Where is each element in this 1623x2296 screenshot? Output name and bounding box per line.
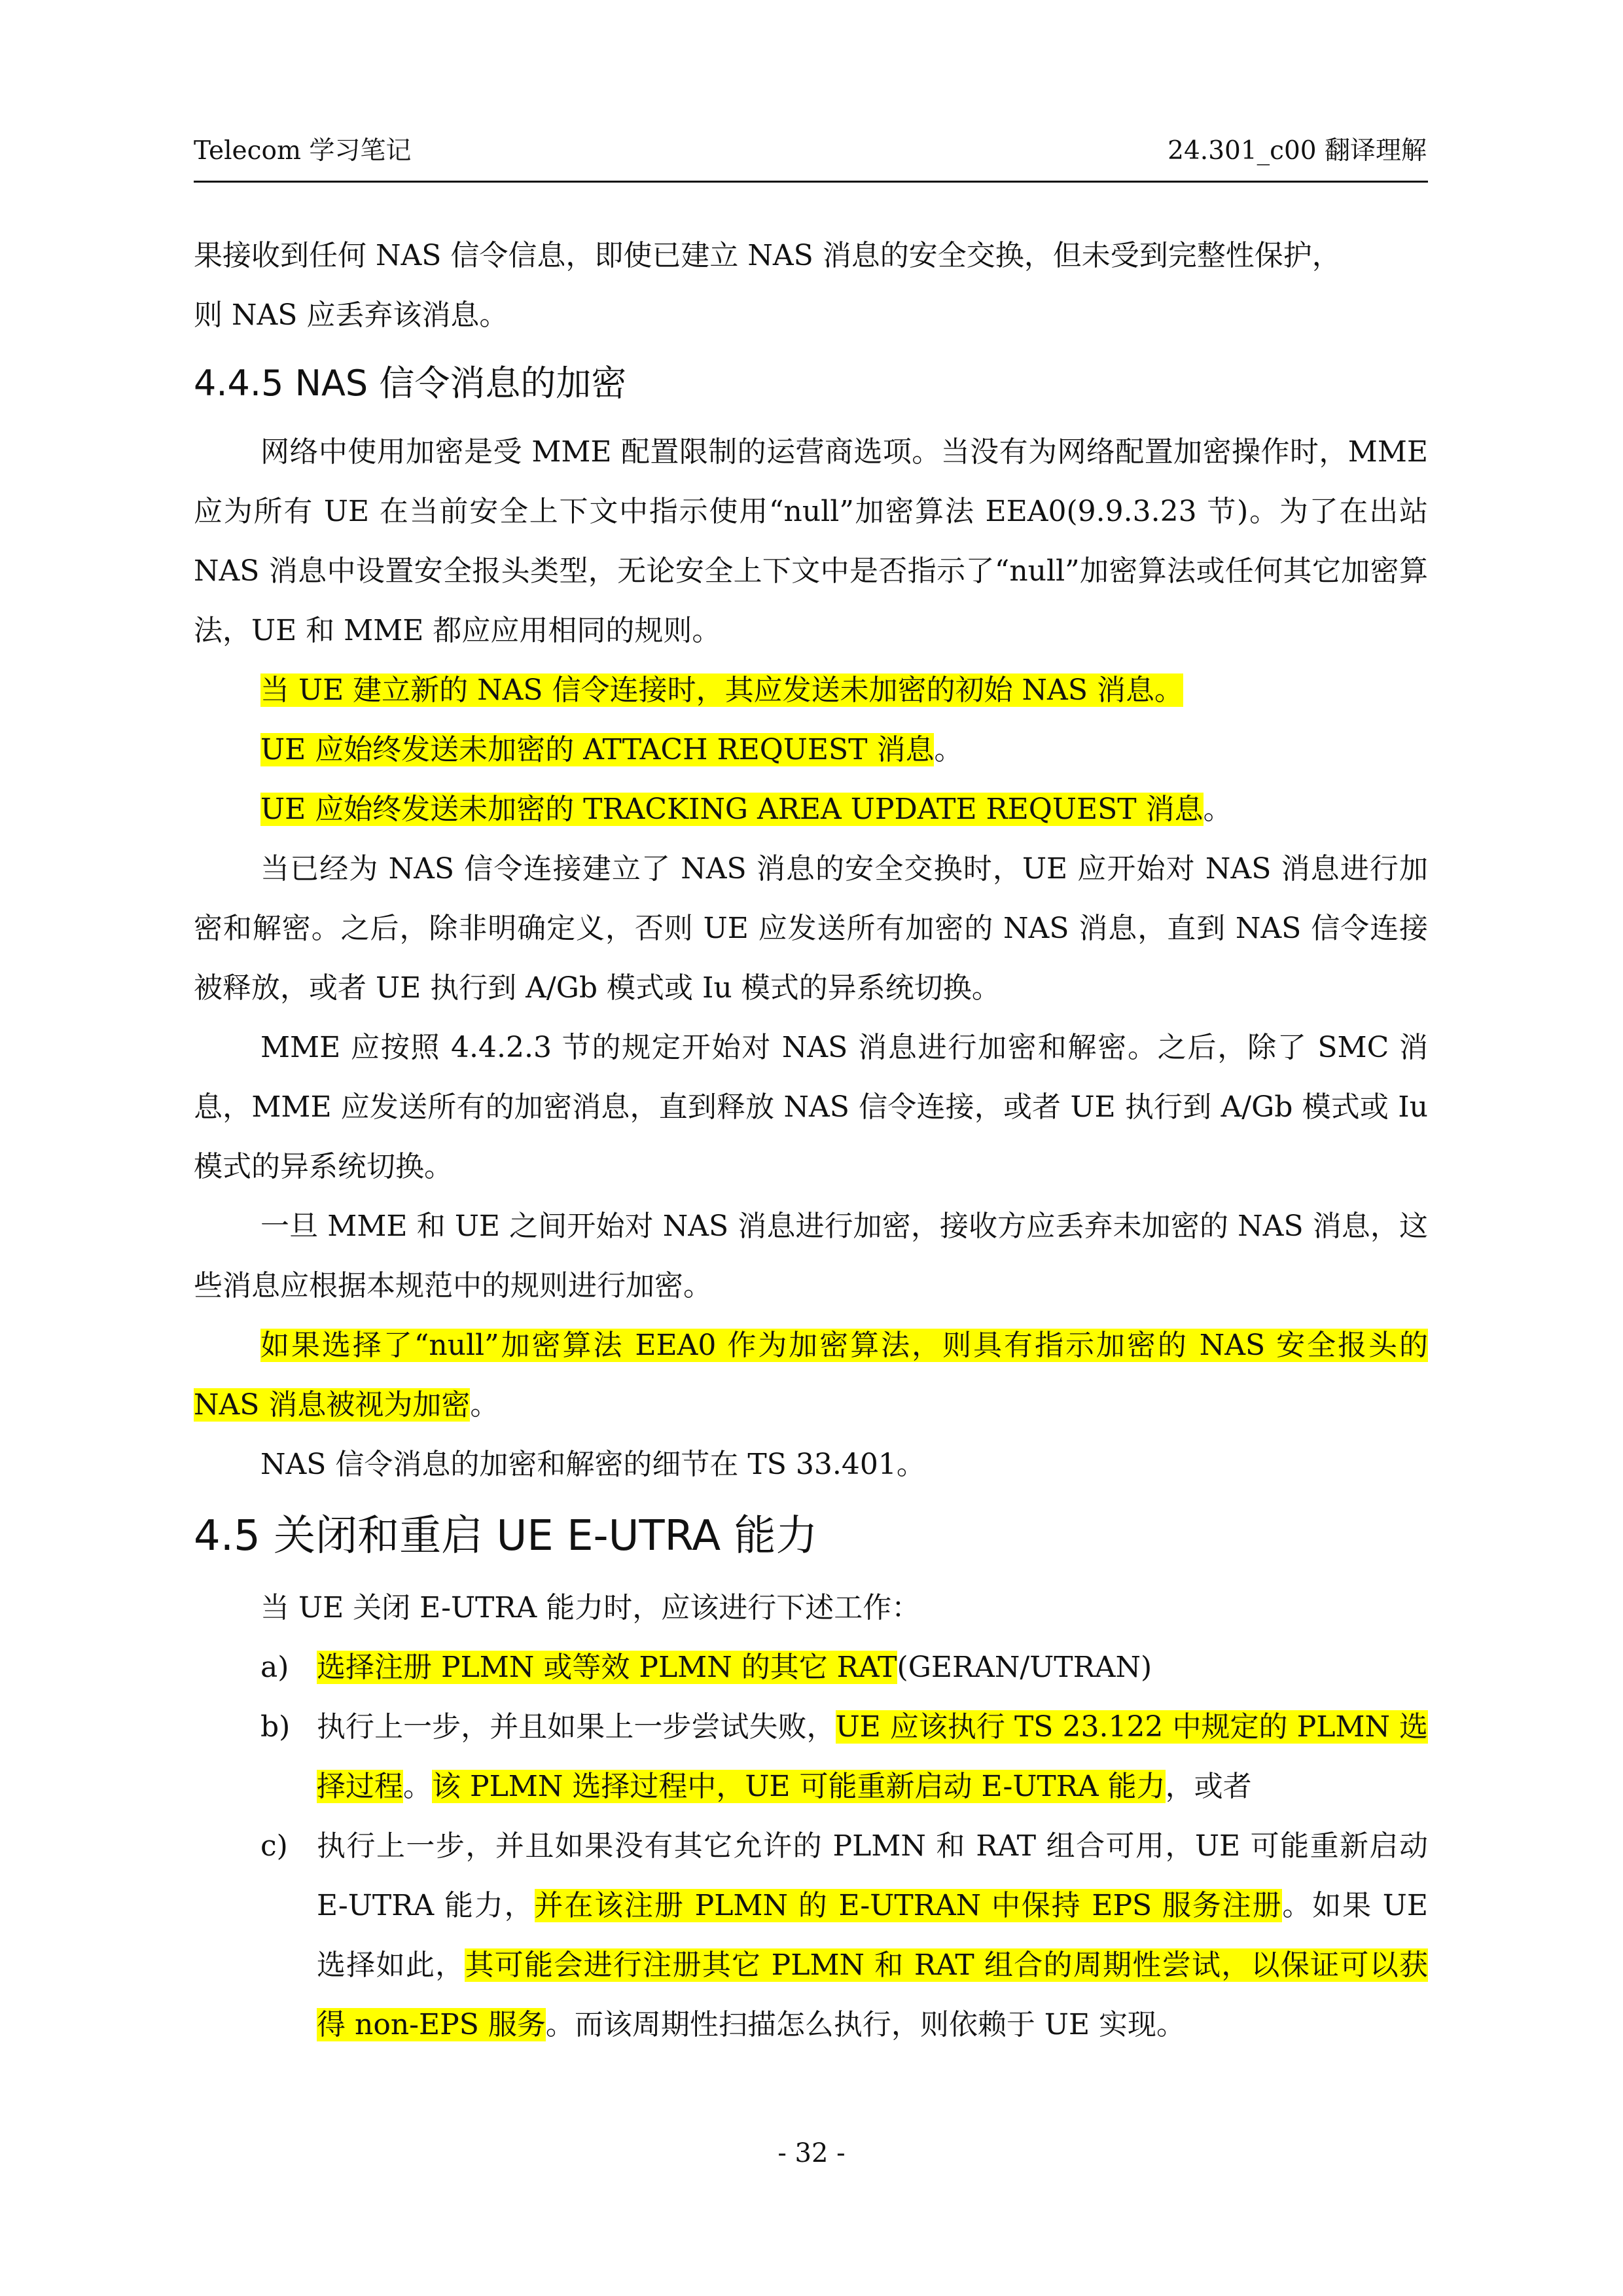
list-item-c-lead: 执行上一步，并且如果没有其它允许的 PLMN 和 RAT 组合可用，UE 可能重新启动 E-UTRA 能力， bbox=[317, 1829, 1428, 1922]
highlight-paragraph-eea0 bbox=[194, 1316, 1428, 1435]
highlight-sentence-3 bbox=[194, 780, 1428, 839]
highlight-eea0-tail: 。 bbox=[470, 1388, 499, 1422]
section-4-4-5-paragraph-2: 当已经为 NAS 信令连接建立了 NAS 消息的安全交换时，UE 应开始对 NAS 消息进行加密和解密。之后，除非明确定义，否则 UE 应发送所有加密的 NAS 消息，直到 NAS 信令连接被释放，或者 UE 执行到 A/Gb 模式或 Iu 模式的异系统切换。 bbox=[194, 852, 1428, 1005]
highlight-tau-request: UE 应始终发送未加密的 TRACKING AREA UPDATE REQUEST 消息 bbox=[260, 793, 1204, 826]
page-number: - 32 - bbox=[777, 2138, 846, 2168]
header-right-title: 24.301_c00 翻译理解 bbox=[1168, 136, 1427, 166]
highlight-sentence-2-tail: 。 bbox=[934, 733, 963, 766]
list-item-a-mark: a) bbox=[260, 1651, 289, 1684]
list-item-b-mark: b) bbox=[260, 1710, 291, 1744]
list-item-a-highlight: 选择注册 PLMN 或等效 PLMN 的其它 RAT bbox=[317, 1651, 897, 1684]
list-item-c-mid: 。如果 UE 选择如此， bbox=[317, 1889, 1428, 1982]
highlight-sentence-2 bbox=[194, 720, 1428, 780]
page-content bbox=[194, 226, 1428, 2054]
intro-line-1: 果接收到任何 NAS 信令信息，即使已建立 NAS 消息的安全交换，但未受到完整性保护， bbox=[194, 239, 1341, 272]
section-4-5-intro: 当 UE 关闭 E-UTRA 能力时，应该进行下述工作： bbox=[260, 1591, 921, 1624]
list-item-c-mark: c) bbox=[260, 1829, 288, 1863]
list-item-b-mid: 。 bbox=[403, 1770, 432, 1803]
list-item-b-tail: ，或者 bbox=[1165, 1770, 1252, 1803]
header-left-title: Telecom 学习笔记 bbox=[194, 136, 412, 166]
section-4-4-5-paragraph-1: 网络中使用加密是受 MME 配置限制的运营商选项。当没有为网络配置加密操作时，MME 应为所有 UE 在当前安全上下文中指示使用“null”加密算法 EEA0(9.9.3.23 节)。为了在出站 NAS 消息中设置安全报头类型，无论安全上下文中是否指示了“null”加密算法或任何其它加密算法，UE 和 MME 都应应用相同的规则。 bbox=[194, 435, 1428, 647]
list-item-b bbox=[194, 1697, 1428, 1816]
list-item-a bbox=[194, 1638, 1428, 1697]
intro-line-2: 则 NAS 应丢弃该消息。 bbox=[194, 298, 508, 332]
highlight-attach-request: UE 应始终发送未加密的 ATTACH REQUEST 消息 bbox=[260, 733, 935, 766]
section-4-4-5-paragraph-3: MME 应按照 4.4.2.3 节的规定开始对 NAS 消息进行加密和解密。之后，除了 SMC 消息，MME 应发送所有的加密消息，直到释放 NAS 信令连接，或者 UE 执行到 A/Gb 模式或 Iu 模式的异系统切换。 bbox=[194, 1031, 1428, 1183]
header-rule bbox=[194, 181, 1428, 183]
highlight-sentence-3-tail: 。 bbox=[1203, 793, 1232, 826]
section-4-5-heading: 4.5 关闭和重启 UE E-UTRA 能力 bbox=[194, 1512, 818, 1560]
list-item-c bbox=[194, 1816, 1428, 2054]
list-item-c-highlight-2: 其可能会进行注册其它 PLMN 和 RAT 组合的周期性尝试，以保证可以获得 non-EPS 服务 bbox=[317, 1948, 1429, 2041]
section-4-4-5-paragraph-4: 一旦 MME 和 UE 之间开始对 NAS 消息进行加密，接收方应丢弃未加密的 NAS 消息，这些消息应根据本规范中的规则进行加密。 bbox=[194, 1210, 1428, 1302]
highlight-initial-nas-unencrypted: 当 UE 建立新的 NAS 信令连接时，其应发送未加密的初始 NAS 消息。 bbox=[260, 673, 1183, 707]
list-item-b-highlight-1: UE 应该执行 TS 23.122 中规定的 PLMN 选择过程 bbox=[317, 1710, 1428, 1803]
highlight-sentence-1 bbox=[194, 660, 1428, 720]
list-item-b-lead: 执行上一步，并且如果上一步尝试失败， bbox=[317, 1710, 836, 1744]
list-item-a-tail: (GERAN/UTRAN) bbox=[897, 1651, 1152, 1684]
section-4-4-5-heading: 4.4.5 NAS 信令消息的加密 bbox=[194, 363, 627, 404]
list-item-b-highlight-2: 该 PLMN 选择过程中，UE 可能重新启动 E-UTRA 能力 bbox=[432, 1770, 1166, 1803]
section-4-4-5-paragraph-5: NAS 信令消息的加密和解密的细节在 TS 33.401。 bbox=[260, 1448, 925, 1481]
list-item-c-highlight-1: 并在该注册 PLMN 的 E-UTRAN 中保持 EPS 服务注册 bbox=[534, 1889, 1283, 1922]
highlight-eea0-ciphered: 如果选择了“null”加密算法 EEA0 作为加密算法，则具有指示加密的 NAS 安全报头的 NAS 消息被视为加密 bbox=[194, 1329, 1428, 1422]
list-item-c-tail: 。而该周期性扫描怎么执行，则依赖于 UE 实现。 bbox=[545, 2008, 1186, 2041]
